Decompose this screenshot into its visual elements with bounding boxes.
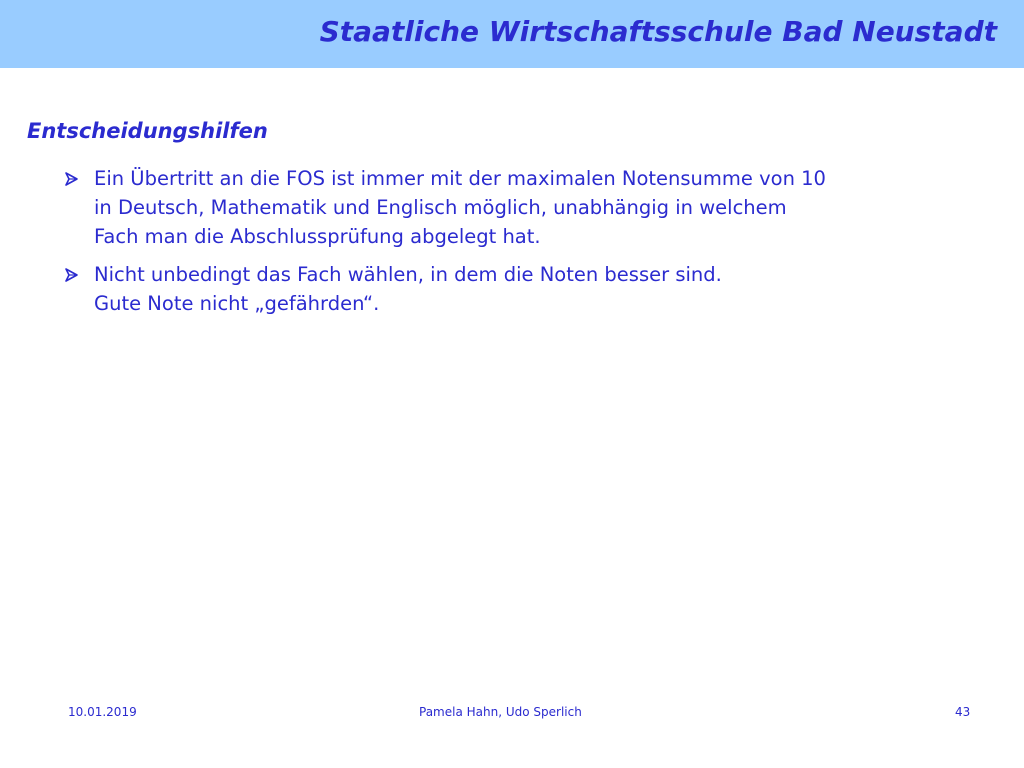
arrow-bullet-icon xyxy=(63,267,81,283)
bullet-list xyxy=(63,164,993,327)
bullet-text-line: Fach man die Abschlussprüfung abgelegt hat. xyxy=(94,225,541,248)
bullet-text-line: Gute Note nicht „gefährden“. xyxy=(94,292,380,315)
bullet-text-line: Ein Übertritt an die FOS ist immer mit der maximalen Notensumme von 10 xyxy=(94,167,826,190)
bullet-item xyxy=(63,164,993,251)
arrow-bullet-icon xyxy=(63,171,81,187)
section-heading: Entscheidungshilfen xyxy=(27,119,268,143)
bullet-text-line: Nicht unbedingt das Fach wählen, in dem die Noten besser sind. xyxy=(94,263,722,286)
header-bar xyxy=(0,0,1024,68)
bullet-text-line: in Deutsch, Mathematik und Englisch möglich, unabhängig in welchem xyxy=(94,196,787,219)
footer-page-number: 43 xyxy=(955,705,971,719)
footer-date: 10.01.2019 xyxy=(68,705,137,719)
bullet-item xyxy=(63,260,993,318)
header-title: Staatliche Wirtschaftsschule Bad Neustadt xyxy=(319,15,997,48)
footer-authors: Pamela Hahn, Udo Sperlich xyxy=(419,705,582,719)
